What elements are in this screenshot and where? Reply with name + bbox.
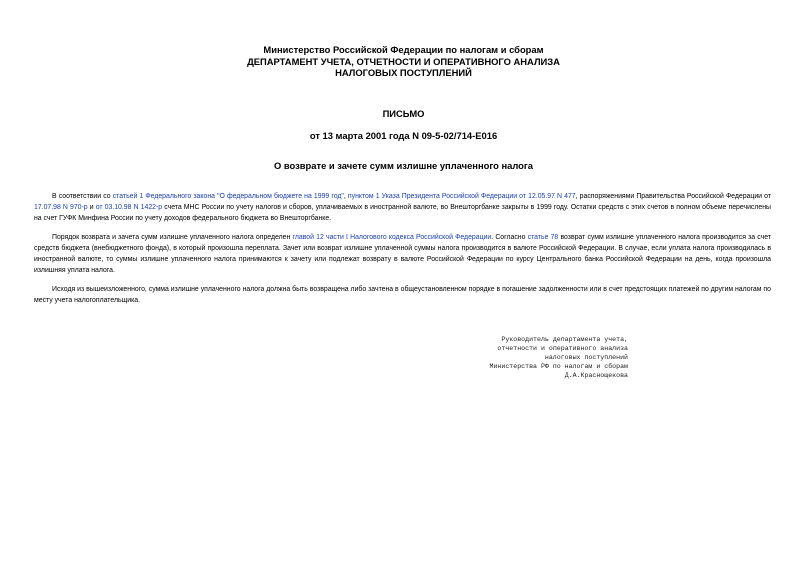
text-span: Порядок возврата и зачета сумм излишне уплаченного налога определен [52, 234, 293, 241]
text-span: счета МНС России по учету налогов и сборов, уплачиваемых в иностранной валюте, во Внешторгбанке закрыты в 1999 году. Остатки средств с этих счетов в полном объеме перечислены на счет ГУФК Минфина России по учету доходов федерального бюджета во Внешторгбанке. [34, 204, 771, 223]
paragraph-3 [34, 284, 771, 306]
document-subject: О возврате и зачете сумм излишне уплаченного налога [273, 160, 534, 171]
signature-line: налоговых поступлений [544, 354, 628, 362]
header-department: ДЕПАРТАМЕНТ УЧЕТА, ОТЧЕТНОСТИ И ОПЕРАТИВНОГО АНАЛИЗА [247, 55, 560, 67]
link-tax-code-chapter-12[interactable]: главой 12 части I Налогового кодекса Российской Федерации [292, 234, 492, 241]
signature-line: отчетности и оперативного анализа [497, 345, 628, 353]
text-span: , распоряжениями Правительства Российской Федерации от [575, 193, 771, 200]
document-header [0, 44, 807, 79]
signature-line: Министерства РФ по налогам и сборам [489, 363, 628, 371]
document-title: ПИСЬМО [382, 108, 425, 119]
paragraph-2 [34, 232, 771, 276]
text-span: возврат сумм излишне уплаченного налога производится за счет средств бюджета (внебюджетного фонда), в который произошла переплата. Зачет или возврат излишне уплаченной суммы налога производится в валюте Российской Федерации. В случае, если уплата налога производилась в иностранной валюте, то суммы излишне уплаченного налога принимаются к зачету или подлежат возврату в валюте Российской Федерации по курсу Центрального банка Российской Федерации на день, когда произошла излишняя уплата налога. [34, 234, 771, 275]
header-department-cont: НАЛОГОВЫХ ПОСТУПЛЕНИЙ [335, 67, 472, 79]
header-ministry: Министерство Российской Федерации по налогам и сборам [263, 44, 544, 55]
text-span: и [87, 204, 96, 212]
signature-line: Руководитель департамента учета, [501, 336, 628, 343]
text-span: . Согласно [491, 234, 528, 241]
link-federal-law-budget-1999[interactable]: статьей 1 Федерального закона "О федеральном бюджете на 1999 год" [112, 193, 344, 200]
document-dateline: от 13 марта 2001 года N 09-5-02/714-Е016 [309, 130, 498, 141]
paragraph-1 [34, 191, 771, 224]
link-article-78[interactable]: статье 78 [527, 234, 559, 241]
link-presidential-decree-477[interactable]: пунктом 1 Указа Президента Российской Федерации от 12.05.97 N 477 [347, 193, 576, 200]
signature-name: Д.А.Краснощекова [564, 372, 628, 380]
text-span: , [343, 193, 348, 200]
text-span: Исходя из вышеизложенного, сумма излишне уплаченного налога должна быть возвращена либо зачтена в общеустановленном порядке в погашение задолженности или в счет предстоящих платежей по другим налогам по месту учета налогоплательщика. [34, 286, 771, 305]
link-order-970-r[interactable]: 17.07.98 N 970-р [34, 204, 88, 212]
signature-block [462, 335, 628, 380]
link-order-1422-r[interactable]: от 03.10.98 N 1422-р [95, 204, 163, 212]
text-span: В соответствии со [52, 193, 113, 200]
